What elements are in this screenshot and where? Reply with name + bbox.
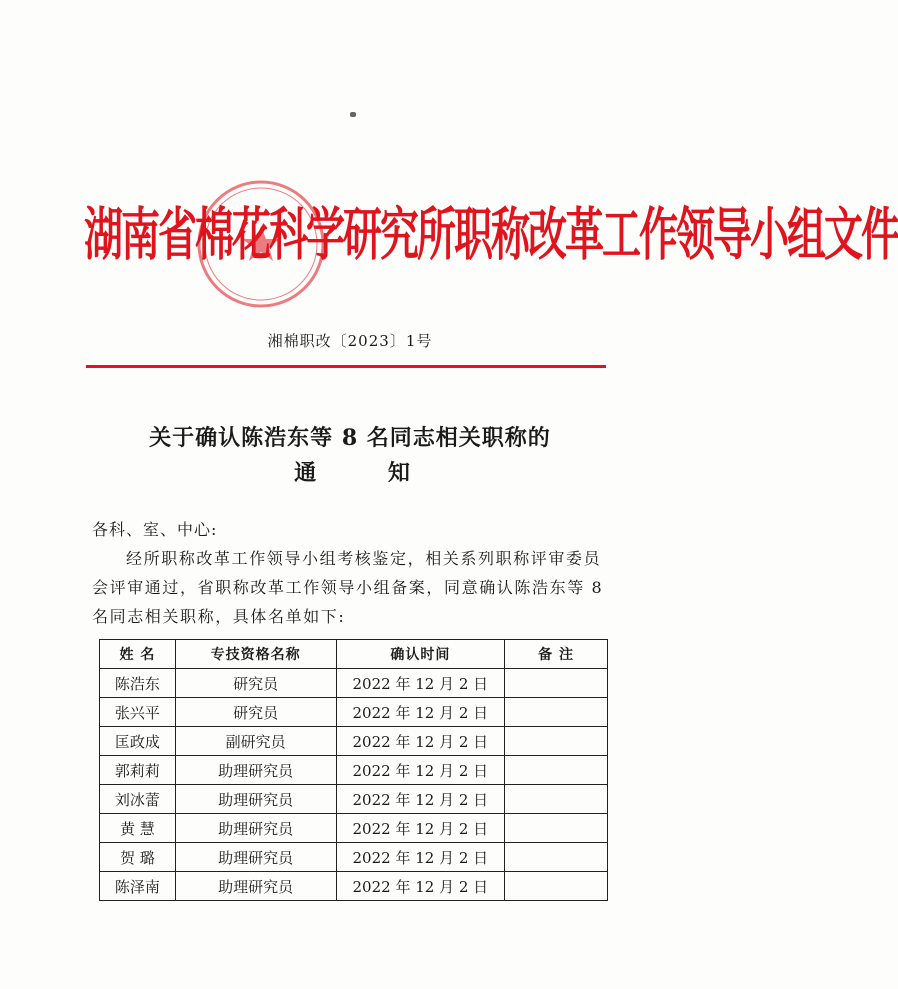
cell-date: 2022 年 12 月 2 日 (336, 756, 505, 785)
salutation: 各科、室、中心: (92, 520, 218, 539)
table-row (100, 756, 608, 785)
notice-title-subtitle: 通 知 (294, 460, 442, 486)
header-divider (86, 365, 606, 368)
cell-name: 陈泽南 (100, 872, 176, 901)
cell-remarks (505, 756, 608, 785)
cell-date: 2022 年 12 月 2 日 (336, 785, 505, 814)
cell-remarks (505, 814, 608, 843)
cell-title: 助理研究员 (175, 756, 336, 785)
table-row (100, 843, 608, 872)
cell-title: 研究员 (175, 698, 336, 727)
cell-name: 陈浩东 (100, 669, 176, 698)
cell-name: 匡政成 (100, 727, 176, 756)
cell-title: 助理研究员 (175, 843, 336, 872)
cell-name: 黄 慧 (100, 814, 176, 843)
document-header-title: 湖南省棉花科学研究所职称改革工作领导小组文件 (84, 201, 898, 269)
cell-title: 助理研究员 (175, 785, 336, 814)
table-header-row (100, 640, 608, 669)
cell-title: 助理研究员 (175, 872, 336, 901)
table-row (100, 669, 608, 698)
cell-title: 助理研究员 (175, 814, 336, 843)
header-title: 专技资格名称 (175, 640, 336, 669)
table-row (100, 872, 608, 901)
document-number: 湘棉职改〔2023〕1号 (267, 332, 433, 350)
header-remarks: 备 注 (505, 640, 608, 669)
header-date: 确认时间 (336, 640, 505, 669)
table-row (100, 785, 608, 814)
cell-remarks (505, 727, 608, 756)
table-row (100, 814, 608, 843)
cell-name: 郭莉莉 (100, 756, 176, 785)
cell-date: 2022 年 12 月 2 日 (336, 698, 505, 727)
cell-date: 2022 年 12 月 2 日 (336, 843, 505, 872)
cell-date: 2022 年 12 月 2 日 (336, 872, 505, 901)
cell-title: 副研究员 (175, 727, 336, 756)
cell-remarks (505, 669, 608, 698)
table-row (100, 727, 608, 756)
staff-table (99, 639, 608, 901)
cell-date: 2022 年 12 月 2 日 (336, 814, 505, 843)
cell-date: 2022 年 12 月 2 日 (336, 669, 505, 698)
cell-remarks (505, 785, 608, 814)
cell-name: 张兴平 (100, 698, 176, 727)
cell-date: 2022 年 12 月 2 日 (336, 727, 505, 756)
cell-remarks (505, 843, 608, 872)
cell-name: 刘冰蕾 (100, 785, 176, 814)
notice-title: 关于确认陈浩东等 8 名同志相关职称的 (149, 425, 551, 451)
scan-mark (350, 112, 356, 117)
cell-name: 贺 璐 (100, 843, 176, 872)
table-row (100, 698, 608, 727)
cell-remarks (505, 872, 608, 901)
cell-remarks (505, 698, 608, 727)
body-paragraph: 经所职称改革工作领导小组考核鉴定，相关系列职称评审委员会评审通过，省职称改革工作领导小组备案，同意确认陈浩东等 8 名同志相关职称，具体名单如下: (92, 549, 604, 626)
header-name: 姓 名 (100, 640, 176, 669)
cell-title: 研究员 (175, 669, 336, 698)
